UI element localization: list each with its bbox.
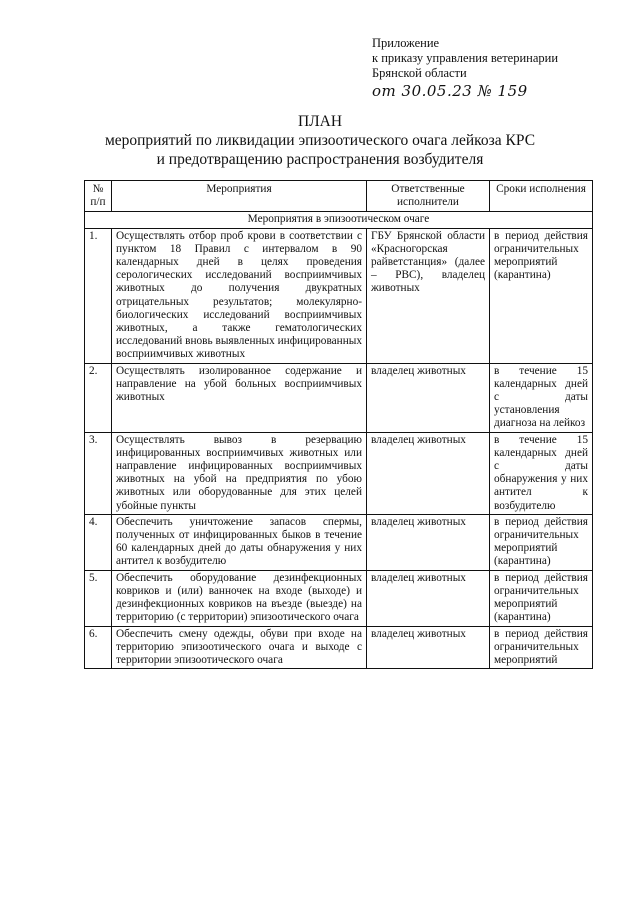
row-responsible: владелец животных	[367, 514, 490, 570]
row-measure: Обеспечить уничтожение запасов спермы, полученных от инфицированных быков в течение 60 календарных дней до даты обнаружения у них антител к возбудителю	[112, 514, 367, 570]
title-heading: ПЛАН	[297, 113, 343, 130]
section-row	[85, 212, 593, 228]
row-deadline: в течение 15 календарных дней с даты установления диагноза на лейкоз	[490, 363, 593, 432]
row-responsible: владелец животных	[367, 363, 490, 432]
header-deadline: Сроки исполнения	[490, 181, 593, 212]
table-row	[85, 626, 593, 669]
row-deadline: в период действия ограничительных мероприятий (карантина)	[490, 514, 593, 570]
table-row	[85, 228, 593, 363]
header-measures: Мероприятия	[112, 181, 367, 212]
row-measure: Осуществлять вывоз в резервацию инфицированных восприимчивых животных или направление инфицированных восприимчивых животных на убой на предприятия по убою животных или оборудованные для этих целей убойные пункты	[112, 432, 367, 514]
table-row	[85, 570, 593, 626]
annex-region: Брянской области	[372, 66, 467, 80]
row-measure: Обеспечить оборудование дезинфекционных ковриков и (или) ванночек на входе (выходе) и дезинфекционных ковриков на въезде (выезде) на территорию (с территории) эпизоотического очага	[112, 570, 367, 626]
row-number: 6.	[85, 626, 112, 669]
section-title: Мероприятия в эпизоотическом очаге	[85, 212, 593, 228]
header-number: № п/п	[85, 181, 112, 212]
header-responsible: Ответственные исполнители	[367, 181, 490, 212]
row-measure: Осуществлять изолированное содержание и направление на убой больных восприимчивых животных	[112, 363, 367, 432]
row-responsible: владелец животных	[367, 570, 490, 626]
table-row	[85, 363, 593, 432]
annex-block	[372, 36, 558, 99]
row-number: 5.	[85, 570, 112, 626]
table-row	[85, 432, 593, 514]
table-row	[85, 514, 593, 570]
row-deadline: в период действия ограничительных мероприятий	[490, 626, 593, 669]
row-deadline: в период действия ограничительных мероприятий (карантина)	[490, 570, 593, 626]
row-number: 2.	[85, 363, 112, 432]
row-measure: Осуществлять отбор проб крови в соответствии с пунктом 18 Правил с интервалом в 90 календарных дней в целях проведения серологических исследований восприимчивых животных до получения двукратных отрицательных результатов; молекулярно-биологических исследований восприимчивых животных, а также гематологических исследований вновь выявленных инфицированных восприимчивых животных	[112, 228, 367, 363]
title-line-3: и предотвращению распространения возбудителя	[156, 151, 484, 168]
annex-label: Приложение	[372, 36, 440, 50]
document-title	[0, 112, 640, 169]
order-date-number: от 30.05.23 № 159	[372, 82, 528, 100]
row-responsible: владелец животных	[367, 432, 490, 514]
row-number: 4.	[85, 514, 112, 570]
row-responsible: ГБУ Брянской области «Красногорская райветстанция» (далее – РВС), владелец животных	[367, 228, 490, 363]
annex-order-ref: к приказу управления ветеринарии	[372, 51, 559, 65]
title-line-2: мероприятий по ликвидации эпизоотического очага лейкоза КРС	[104, 132, 536, 149]
plan-table	[84, 180, 593, 669]
row-deadline: в течение 15 календарных дней с даты обнаружения у них антител к возбудителю	[490, 432, 593, 514]
row-number: 1.	[85, 228, 112, 363]
row-number: 3.	[85, 432, 112, 514]
row-measure: Обеспечить смену одежды, обуви при входе на территорию эпизоотического очага и выходе с территории эпизоотического очага	[112, 626, 367, 669]
table-header-row	[85, 181, 593, 212]
row-deadline: в период действия ограничительных мероприятий (карантина)	[490, 228, 593, 363]
row-responsible: владелец животных	[367, 626, 490, 669]
